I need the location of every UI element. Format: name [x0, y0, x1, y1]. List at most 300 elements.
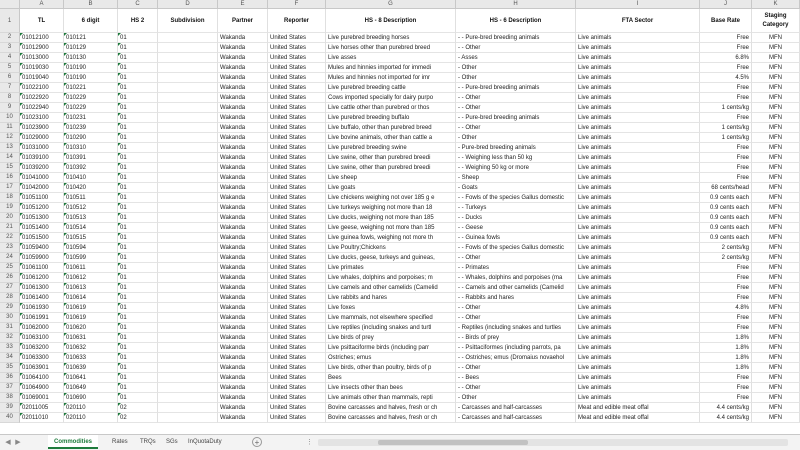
row-number[interactable]: 20	[0, 213, 20, 223]
cell-fta-sector[interactable]	[576, 233, 700, 243]
cell-base-rate[interactable]	[700, 353, 752, 363]
cell-staging-category[interactable]	[752, 213, 800, 223]
cell-hs6-description[interactable]	[456, 343, 576, 353]
cell-hs6-description[interactable]	[456, 253, 576, 263]
cell-tl[interactable]	[20, 403, 64, 413]
cell-staging-category[interactable]	[752, 253, 800, 263]
cell-six-digit[interactable]	[64, 103, 118, 113]
cell-hs8-description[interactable]	[326, 103, 456, 113]
cell-tl[interactable]	[20, 133, 64, 143]
cell-reporter[interactable]	[268, 273, 326, 283]
cell-fta-sector[interactable]	[576, 263, 700, 273]
cell-six-digit[interactable]	[64, 303, 118, 313]
row-number[interactable]: 19	[0, 203, 20, 213]
cell-hs8-description[interactable]	[326, 343, 456, 353]
cell-six-digit[interactable]	[64, 343, 118, 353]
cell-hs6-description[interactable]	[456, 273, 576, 283]
cell-tl[interactable]	[20, 53, 64, 63]
cell-hs8-description[interactable]	[326, 193, 456, 203]
cell-subdivision[interactable]	[158, 353, 218, 363]
cell-staging-category[interactable]	[752, 33, 800, 43]
cell-staging-category[interactable]	[752, 223, 800, 233]
header-reporter[interactable]: Reporter	[268, 9, 326, 33]
cell-reporter[interactable]	[268, 73, 326, 83]
cell-fta-sector[interactable]	[576, 193, 700, 203]
column-letter-d[interactable]: D	[158, 0, 218, 9]
cell-hs6-description[interactable]	[456, 353, 576, 363]
cell-tl[interactable]	[20, 373, 64, 383]
cell-fta-sector[interactable]	[576, 203, 700, 213]
cell-six-digit[interactable]	[64, 233, 118, 243]
cell-partner[interactable]	[218, 243, 268, 253]
cell-partner[interactable]	[218, 73, 268, 83]
cell-fta-sector[interactable]	[576, 103, 700, 113]
cell-fta-sector[interactable]	[576, 63, 700, 73]
cell-base-rate[interactable]	[700, 283, 752, 293]
cell-subdivision[interactable]	[158, 153, 218, 163]
row-number[interactable]: 14	[0, 153, 20, 163]
row-number[interactable]: 22	[0, 233, 20, 243]
cell-tl[interactable]	[20, 193, 64, 203]
cell-subdivision[interactable]	[158, 133, 218, 143]
row-number[interactable]: 9	[0, 103, 20, 113]
row-number[interactable]: 35	[0, 363, 20, 373]
cell-reporter[interactable]	[268, 413, 326, 423]
cell-six-digit[interactable]	[64, 153, 118, 163]
cell-partner[interactable]	[218, 33, 268, 43]
cell-hs2[interactable]	[118, 243, 158, 253]
tab-inquotaduty[interactable]: InQuotaDuty	[188, 439, 222, 445]
cell-subdivision[interactable]	[158, 183, 218, 193]
row-number[interactable]: 36	[0, 373, 20, 383]
cell-six-digit[interactable]	[64, 263, 118, 273]
cell-tl[interactable]	[20, 173, 64, 183]
cell-reporter[interactable]	[268, 173, 326, 183]
cell-hs6-description[interactable]	[456, 223, 576, 233]
cell-tl[interactable]	[20, 33, 64, 43]
cell-base-rate[interactable]	[700, 53, 752, 63]
row-number[interactable]: 10	[0, 113, 20, 123]
cell-tl[interactable]	[20, 163, 64, 173]
cell-reporter[interactable]	[268, 63, 326, 73]
cell-tl[interactable]	[20, 113, 64, 123]
cell-subdivision[interactable]	[158, 253, 218, 263]
cell-tl[interactable]	[20, 233, 64, 243]
tab-trqs[interactable]: TRQs	[140, 439, 156, 445]
cell-hs8-description[interactable]	[326, 133, 456, 143]
cell-six-digit[interactable]	[64, 353, 118, 363]
cell-hs6-description[interactable]	[456, 213, 576, 223]
cell-partner[interactable]	[218, 173, 268, 183]
row-number[interactable]: 6	[0, 73, 20, 83]
row-number[interactable]: 18	[0, 193, 20, 203]
cell-hs2[interactable]	[118, 353, 158, 363]
cell-staging-category[interactable]	[752, 63, 800, 73]
cell-hs2[interactable]	[118, 313, 158, 323]
cell-base-rate[interactable]	[700, 383, 752, 393]
cell-tl[interactable]	[20, 333, 64, 343]
cell-base-rate[interactable]	[700, 193, 752, 203]
add-sheet-button[interactable]: +	[252, 437, 262, 447]
cell-tl[interactable]	[20, 363, 64, 373]
cell-partner[interactable]	[218, 313, 268, 323]
cell-base-rate[interactable]	[700, 313, 752, 323]
cell-reporter[interactable]	[268, 103, 326, 113]
cell-partner[interactable]	[218, 113, 268, 123]
cell-reporter[interactable]	[268, 113, 326, 123]
cell-hs8-description[interactable]	[326, 303, 456, 313]
cell-subdivision[interactable]	[158, 363, 218, 373]
cell-reporter[interactable]	[268, 243, 326, 253]
cell-reporter[interactable]	[268, 293, 326, 303]
cell-staging-category[interactable]	[752, 363, 800, 373]
cell-subdivision[interactable]	[158, 233, 218, 243]
cell-staging-category[interactable]	[752, 43, 800, 53]
cell-subdivision[interactable]	[158, 323, 218, 333]
cell-hs8-description[interactable]	[326, 313, 456, 323]
cell-hs8-description[interactable]	[326, 263, 456, 273]
cell-six-digit[interactable]	[64, 363, 118, 373]
cell-base-rate[interactable]	[700, 173, 752, 183]
cell-hs2[interactable]	[118, 163, 158, 173]
cell-reporter[interactable]	[268, 313, 326, 323]
select-all-corner[interactable]	[0, 0, 20, 9]
row-number[interactable]: 4	[0, 53, 20, 63]
cell-reporter[interactable]	[268, 263, 326, 273]
cell-hs8-description[interactable]	[326, 143, 456, 153]
cell-reporter[interactable]	[268, 283, 326, 293]
cell-six-digit[interactable]	[64, 163, 118, 173]
cell-hs8-description[interactable]	[326, 163, 456, 173]
cell-fta-sector[interactable]	[576, 283, 700, 293]
cell-hs2[interactable]	[118, 413, 158, 423]
cell-fta-sector[interactable]	[576, 213, 700, 223]
row-number[interactable]: 2	[0, 33, 20, 43]
cell-six-digit[interactable]	[64, 93, 118, 103]
cell-partner[interactable]	[218, 353, 268, 363]
cell-staging-category[interactable]	[752, 103, 800, 113]
cell-hs2[interactable]	[118, 123, 158, 133]
previous-sheet-icon[interactable]: ◀	[5, 439, 11, 446]
cell-hs6-description[interactable]	[456, 333, 576, 343]
cell-tl[interactable]	[20, 383, 64, 393]
cell-tl[interactable]	[20, 83, 64, 93]
cell-hs8-description[interactable]	[326, 333, 456, 343]
cell-reporter[interactable]	[268, 393, 326, 403]
cell-hs8-description[interactable]	[326, 83, 456, 93]
cell-hs8-description[interactable]	[326, 403, 456, 413]
cell-base-rate[interactable]	[700, 163, 752, 173]
cell-subdivision[interactable]	[158, 313, 218, 323]
cell-hs2[interactable]	[118, 213, 158, 223]
column-letter-c[interactable]: C	[118, 0, 158, 9]
header-six-digit[interactable]: 6 digit	[64, 9, 118, 33]
cell-tl[interactable]	[20, 143, 64, 153]
header-base-rate[interactable]: Base Rate	[700, 9, 752, 33]
cell-staging-category[interactable]	[752, 153, 800, 163]
row-number[interactable]: 1	[0, 9, 20, 33]
cell-fta-sector[interactable]	[576, 93, 700, 103]
cell-base-rate[interactable]	[700, 203, 752, 213]
cell-hs2[interactable]	[118, 63, 158, 73]
cell-partner[interactable]	[218, 233, 268, 243]
cell-base-rate[interactable]	[700, 323, 752, 333]
cell-six-digit[interactable]	[64, 203, 118, 213]
row-number[interactable]: 17	[0, 183, 20, 193]
cell-reporter[interactable]	[268, 93, 326, 103]
cell-six-digit[interactable]	[64, 143, 118, 153]
cell-subdivision[interactable]	[158, 193, 218, 203]
cell-hs6-description[interactable]	[456, 363, 576, 373]
tab-rates[interactable]: Rates	[112, 439, 128, 445]
cell-subdivision[interactable]	[158, 83, 218, 93]
cell-six-digit[interactable]	[64, 213, 118, 223]
cell-hs2[interactable]	[118, 83, 158, 93]
cell-staging-category[interactable]	[752, 403, 800, 413]
cell-fta-sector[interactable]	[576, 333, 700, 343]
cell-partner[interactable]	[218, 123, 268, 133]
cell-hs8-description[interactable]	[326, 233, 456, 243]
cell-staging-category[interactable]	[752, 373, 800, 383]
cell-subdivision[interactable]	[158, 143, 218, 153]
cell-hs6-description[interactable]	[456, 393, 576, 403]
row-number[interactable]: 39	[0, 403, 20, 413]
cell-hs2[interactable]	[118, 393, 158, 403]
cell-staging-category[interactable]	[752, 343, 800, 353]
cell-hs8-description[interactable]	[326, 53, 456, 63]
cell-six-digit[interactable]	[64, 73, 118, 83]
row-number[interactable]: 12	[0, 133, 20, 143]
cell-base-rate[interactable]	[700, 113, 752, 123]
row-number[interactable]: 31	[0, 323, 20, 333]
cell-staging-category[interactable]	[752, 353, 800, 363]
cell-fta-sector[interactable]	[576, 383, 700, 393]
cell-staging-category[interactable]	[752, 393, 800, 403]
cell-hs6-description[interactable]	[456, 43, 576, 53]
cell-fta-sector[interactable]	[576, 353, 700, 363]
cell-hs6-description[interactable]	[456, 53, 576, 63]
cell-tl[interactable]	[20, 353, 64, 363]
row-number[interactable]: 7	[0, 83, 20, 93]
cell-fta-sector[interactable]	[576, 253, 700, 263]
cell-partner[interactable]	[218, 43, 268, 53]
cell-base-rate[interactable]	[700, 223, 752, 233]
cell-base-rate[interactable]	[700, 123, 752, 133]
cell-base-rate[interactable]	[700, 263, 752, 273]
cell-staging-category[interactable]	[752, 93, 800, 103]
cell-reporter[interactable]	[268, 43, 326, 53]
cell-subdivision[interactable]	[158, 293, 218, 303]
cell-fta-sector[interactable]	[576, 133, 700, 143]
cell-base-rate[interactable]	[700, 103, 752, 113]
cell-fta-sector[interactable]	[576, 243, 700, 253]
cell-subdivision[interactable]	[158, 343, 218, 353]
cell-subdivision[interactable]	[158, 273, 218, 283]
next-sheet-icon[interactable]: ▶	[15, 439, 21, 446]
cell-tl[interactable]	[20, 223, 64, 233]
cell-hs6-description[interactable]	[456, 293, 576, 303]
cell-tl[interactable]	[20, 123, 64, 133]
cell-hs2[interactable]	[118, 293, 158, 303]
cell-hs6-description[interactable]	[456, 143, 576, 153]
cell-tl[interactable]	[20, 203, 64, 213]
cell-hs2[interactable]	[118, 323, 158, 333]
header-tl[interactable]: TL	[20, 9, 64, 33]
cell-subdivision[interactable]	[158, 103, 218, 113]
cell-hs8-description[interactable]	[326, 293, 456, 303]
cell-hs8-description[interactable]	[326, 213, 456, 223]
cell-base-rate[interactable]	[700, 183, 752, 193]
cell-staging-category[interactable]	[752, 143, 800, 153]
cell-subdivision[interactable]	[158, 243, 218, 253]
cell-base-rate[interactable]	[700, 363, 752, 373]
cell-subdivision[interactable]	[158, 203, 218, 213]
tab-sgs[interactable]: SGs	[166, 439, 178, 445]
row-number[interactable]: 33	[0, 343, 20, 353]
cell-six-digit[interactable]	[64, 373, 118, 383]
row-number[interactable]: 27	[0, 283, 20, 293]
cell-hs2[interactable]	[118, 283, 158, 293]
cell-reporter[interactable]	[268, 33, 326, 43]
column-letter-f[interactable]: F	[268, 0, 326, 9]
cell-reporter[interactable]	[268, 123, 326, 133]
cell-partner[interactable]	[218, 83, 268, 93]
cell-staging-category[interactable]	[752, 163, 800, 173]
cell-reporter[interactable]	[268, 143, 326, 153]
cell-hs2[interactable]	[118, 363, 158, 373]
cell-staging-category[interactable]	[752, 303, 800, 313]
cell-hs8-description[interactable]	[326, 33, 456, 43]
cell-fta-sector[interactable]	[576, 413, 700, 423]
cell-base-rate[interactable]	[700, 33, 752, 43]
cell-fta-sector[interactable]	[576, 393, 700, 403]
cell-staging-category[interactable]	[752, 413, 800, 423]
cell-fta-sector[interactable]	[576, 173, 700, 183]
cell-partner[interactable]	[218, 373, 268, 383]
row-number[interactable]: 25	[0, 263, 20, 273]
cell-partner[interactable]	[218, 183, 268, 193]
cell-hs6-description[interactable]	[456, 313, 576, 323]
cell-reporter[interactable]	[268, 233, 326, 243]
cell-base-rate[interactable]	[700, 273, 752, 283]
more-options-icon[interactable]: ⋮	[306, 439, 313, 446]
cell-tl[interactable]	[20, 213, 64, 223]
cell-tl[interactable]	[20, 93, 64, 103]
cell-partner[interactable]	[218, 163, 268, 173]
cell-staging-category[interactable]	[752, 263, 800, 273]
cell-staging-category[interactable]	[752, 53, 800, 63]
cell-hs2[interactable]	[118, 33, 158, 43]
tab-commodities[interactable]: Commodities	[48, 435, 98, 449]
cell-base-rate[interactable]	[700, 83, 752, 93]
row-number[interactable]: 21	[0, 223, 20, 233]
cell-tl[interactable]	[20, 183, 64, 193]
cell-fta-sector[interactable]	[576, 293, 700, 303]
cell-hs8-description[interactable]	[326, 413, 456, 423]
row-number[interactable]: 8	[0, 93, 20, 103]
cell-partner[interactable]	[218, 413, 268, 423]
cell-fta-sector[interactable]	[576, 363, 700, 373]
cell-hs2[interactable]	[118, 263, 158, 273]
column-letter-e[interactable]: E	[218, 0, 268, 9]
cell-subdivision[interactable]	[158, 383, 218, 393]
cell-hs6-description[interactable]	[456, 303, 576, 313]
cell-hs6-description[interactable]	[456, 283, 576, 293]
cell-tl[interactable]	[20, 393, 64, 403]
cell-subdivision[interactable]	[158, 283, 218, 293]
cell-hs2[interactable]	[118, 193, 158, 203]
column-letter-h[interactable]: H	[456, 0, 576, 9]
cell-subdivision[interactable]	[158, 113, 218, 123]
row-number[interactable]: 3	[0, 43, 20, 53]
header-staging-category[interactable]: Staging Category	[752, 9, 800, 33]
cell-subdivision[interactable]	[158, 73, 218, 83]
cell-staging-category[interactable]	[752, 83, 800, 93]
cell-fta-sector[interactable]	[576, 183, 700, 193]
cell-staging-category[interactable]	[752, 133, 800, 143]
cell-staging-category[interactable]	[752, 243, 800, 253]
cell-six-digit[interactable]	[64, 413, 118, 423]
cell-reporter[interactable]	[268, 133, 326, 143]
cell-hs2[interactable]	[118, 273, 158, 283]
cell-hs2[interactable]	[118, 233, 158, 243]
cell-hs6-description[interactable]	[456, 193, 576, 203]
horizontal-scrollbar[interactable]	[318, 439, 788, 446]
cell-hs6-description[interactable]	[456, 73, 576, 83]
cell-partner[interactable]	[218, 193, 268, 203]
cell-subdivision[interactable]	[158, 263, 218, 273]
cell-hs6-description[interactable]	[456, 153, 576, 163]
cell-hs8-description[interactable]	[326, 183, 456, 193]
cell-six-digit[interactable]	[64, 293, 118, 303]
cell-reporter[interactable]	[268, 203, 326, 213]
cell-fta-sector[interactable]	[576, 313, 700, 323]
cell-hs2[interactable]	[118, 133, 158, 143]
cell-hs6-description[interactable]	[456, 133, 576, 143]
cell-hs8-description[interactable]	[326, 123, 456, 133]
row-number[interactable]: 26	[0, 273, 20, 283]
cell-reporter[interactable]	[268, 163, 326, 173]
cell-fta-sector[interactable]	[576, 153, 700, 163]
cell-six-digit[interactable]	[64, 223, 118, 233]
cell-hs6-description[interactable]	[456, 113, 576, 123]
cell-reporter[interactable]	[268, 213, 326, 223]
cell-staging-category[interactable]	[752, 73, 800, 83]
cell-six-digit[interactable]	[64, 123, 118, 133]
cell-base-rate[interactable]	[700, 43, 752, 53]
cell-subdivision[interactable]	[158, 33, 218, 43]
cell-six-digit[interactable]	[64, 333, 118, 343]
cell-six-digit[interactable]	[64, 403, 118, 413]
cell-hs8-description[interactable]	[326, 243, 456, 253]
cell-reporter[interactable]	[268, 373, 326, 383]
cell-base-rate[interactable]	[700, 403, 752, 413]
header-subdivision[interactable]: Subdivision	[158, 9, 218, 33]
cell-subdivision[interactable]	[158, 333, 218, 343]
cell-partner[interactable]	[218, 393, 268, 403]
cell-fta-sector[interactable]	[576, 73, 700, 83]
cell-subdivision[interactable]	[158, 213, 218, 223]
cell-base-rate[interactable]	[700, 303, 752, 313]
cell-hs2[interactable]	[118, 203, 158, 213]
cell-hs6-description[interactable]	[456, 323, 576, 333]
scrollbar-thumb[interactable]	[378, 440, 528, 445]
cell-fta-sector[interactable]	[576, 143, 700, 153]
cell-base-rate[interactable]	[700, 293, 752, 303]
cell-hs6-description[interactable]	[456, 163, 576, 173]
cell-subdivision[interactable]	[158, 163, 218, 173]
cell-subdivision[interactable]	[158, 393, 218, 403]
